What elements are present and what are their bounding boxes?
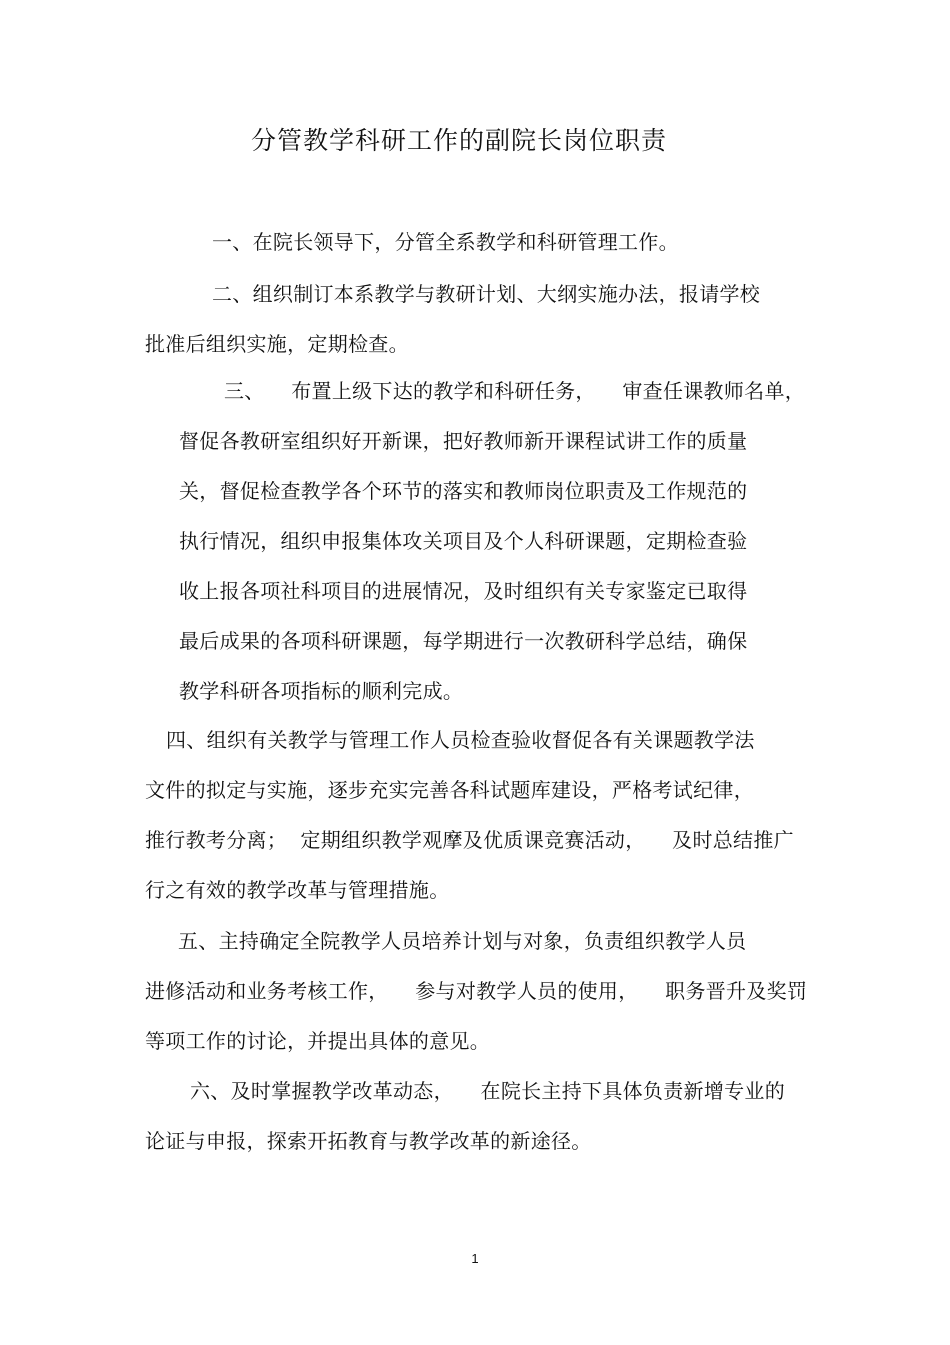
paragraph-3-line-1: 三、 布置上级下达的教学和科研任务， 审查任课教师名单，	[224, 379, 806, 403]
paragraph-3-line-3: 关，督促检查教学各个环节的落实和教师岗位职责及工作规范的	[179, 479, 748, 503]
page-number: 1	[471, 1251, 479, 1266]
paragraph-2-line-2: 批准后组织实施，定期检查。	[145, 332, 409, 356]
paragraph-2-line-1: 二、组织制订本系教学与教研计划、大纲实施办法，报请学校	[212, 282, 761, 306]
paragraph-1-line-1: 一、在院长领导下，分管全系教学和科研管理工作。	[212, 230, 679, 254]
paragraph-4-line-3: 推行教考分离； 定期组织教学观摩及优质课竞赛活动， 及时总结推广	[145, 828, 794, 852]
paragraph-6-line-2: 论证与申报，探索开拓教育与教学改革的新途径。	[145, 1129, 592, 1153]
paragraph-3-line-6: 最后成果的各项科研课题，每学期进行一次教研科学总结，确保	[179, 629, 748, 653]
paragraph-5-line-2: 进修活动和业务考核工作， 参与对教学人员的使用， 职务晋升及奖罚	[145, 979, 808, 1003]
paragraph-3-line-2: 督促各教研室组织好开新课，把好教师新开课程试讲工作的质量	[179, 429, 748, 453]
paragraph-3-line-5: 收上报各项社科项目的进展情况，及时组织有关专家鉴定已取得	[179, 579, 748, 603]
paragraph-5-line-1: 五、主持确定全院教学人员培养计划与对象，负责组织教学人员	[178, 929, 747, 953]
paragraph-3-line-7: 教学科研各项指标的顺利完成。	[179, 679, 464, 703]
paragraph-4-line-4: 行之有效的教学改革与管理措施。	[145, 878, 450, 902]
paragraph-3-line-4: 执行情况，组织申报集体攻关项目及个人科研课题，定期检查验	[179, 529, 748, 553]
document-title: 分管教学科研工作的副院长岗位职责	[250, 126, 667, 155]
paragraph-5-line-3: 等项工作的讨论，并提出具体的意见。	[145, 1029, 491, 1053]
paragraph-4-line-1: 四、组织有关教学与管理工作人员检查验收督促各有关课题教学法	[166, 728, 755, 752]
paragraph-4-line-2: 文件的拟定与实施，逐步充实完善各科试题库建设，严格考试纪律，	[145, 778, 754, 802]
paragraph-6-line-1: 六、及时掌握教学改革动态， 在院长主持下具体负责新增专业的	[190, 1079, 786, 1103]
